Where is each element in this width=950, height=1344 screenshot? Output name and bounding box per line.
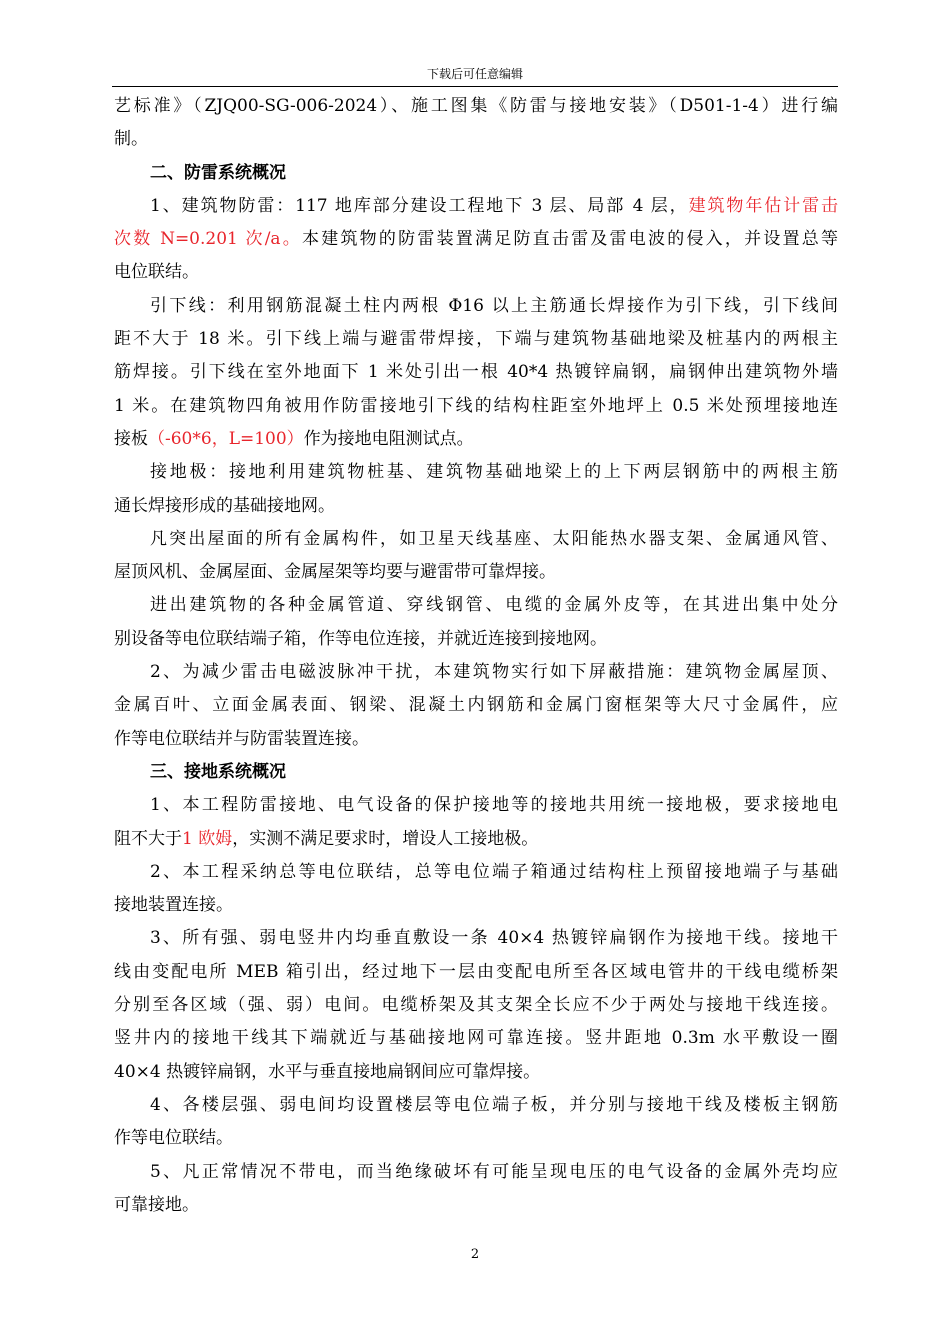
text-line <box>114 689 838 722</box>
text-line <box>114 1056 838 1089</box>
text-line <box>114 356 838 389</box>
text-segment: 作等电位联结。 <box>114 1128 233 1149</box>
text-line <box>114 256 838 289</box>
text-line <box>114 323 838 356</box>
text-segment: 1 米。在建筑物四角被用作防雷接地引下线的结构柱距室外地坪上 0.5 米处预埋接地连 <box>114 395 838 416</box>
text-segment: 电位联结。 <box>114 262 199 283</box>
text-line <box>114 856 838 889</box>
text-segment: 线由变配电所 MEB 箱引出，经过地下一层由变配电所至各区域电管井的干线电缆桥架 <box>114 961 838 982</box>
text-segment: 阻不大于 <box>114 828 182 849</box>
page-number: 2 <box>470 1247 480 1262</box>
text-segment: 40×4 热镀锌扁钢，水平与垂直接地扁钢间应可靠焊接。 <box>114 1061 541 1082</box>
text-segment: 制。 <box>114 129 148 150</box>
text-line <box>114 90 838 123</box>
text-line <box>114 423 838 456</box>
section-heading <box>114 157 838 190</box>
text-segment: ，实测不满足要求时，增设人工接地极。 <box>232 828 539 849</box>
text-line <box>114 723 838 756</box>
text-segment: 竖井内的接地干线其下端就近与基础接地网可靠连接。竖井距地 0.3m 水平敷设一圈 <box>114 1028 838 1049</box>
text-line <box>114 1189 838 1222</box>
text-segment: 分别至各区域（强、弱）电间。电缆桥架及其支架全长应不少于两处与接地干线连接。 <box>114 995 838 1016</box>
text-segment: 接地装置连接。 <box>114 895 233 916</box>
text-line <box>114 390 838 423</box>
text-line <box>114 956 838 989</box>
section-heading <box>114 756 838 789</box>
text-segment: 1、建筑物防雷：117 地库部分建设工程地下 3 层、局部 4 层， <box>150 195 689 216</box>
text-segment: 作为接地电阻测试点。 <box>303 428 474 449</box>
text-segment: 2、本工程采纳总等电位联结，总等电位端子箱通过结构柱上预留接地端子与基础 <box>150 861 838 882</box>
text-line <box>114 656 838 689</box>
text-segment: 凡突出屋面的所有金属构件，如卫星天线基座、太阳能热水器支架、金属通风管、 <box>150 528 838 549</box>
highlighted-text: （-60*6，L=100） <box>148 428 304 449</box>
header-divider <box>112 86 838 87</box>
text-line <box>114 1089 838 1122</box>
text-segment: 通长焊接形成的基础接地网。 <box>114 495 335 516</box>
text-segment: 进出建筑物的各种金属管道、穿线钢管、电缆的金属外皮等，在其进出集中处分 <box>150 595 838 616</box>
text-segment: 别设备等电位联结端子箱，作等电位连接，并就近连接到接地网。 <box>114 628 607 649</box>
text-line <box>114 490 838 523</box>
text-segment: 4、各楼层强、弱电间均设置楼层等电位端子板，并分别与接地干线及楼板主钢筋 <box>150 1094 838 1115</box>
text-line <box>114 1022 838 1055</box>
text-line <box>114 523 838 556</box>
text-line <box>114 456 838 489</box>
text-segment: 引下线：利用钢筋混凝土柱内两根 Φ16 以上主筋通长焊接作为引下线，引下线间 <box>150 295 838 316</box>
text-line <box>114 290 838 323</box>
highlighted-text: 1 欧姆 <box>182 828 233 849</box>
text-segment: 屋顶风机、金属屋面、金属屋架等均要与避雷带可靠焊接。 <box>114 562 556 583</box>
text-line <box>114 889 838 922</box>
text-line <box>114 789 838 822</box>
text-line <box>114 556 838 589</box>
text-segment: 作等电位联结并与防雷装置连接。 <box>114 728 369 749</box>
highlighted-text: 建筑物年估计雷击 <box>688 195 838 216</box>
text-segment: 艺标准》（ZJQ00-SG-006-2024）、施工图集《防雷与接地安装》（D501-1-4）进行编 <box>114 96 838 116</box>
text-segment: 距不大于 18 米。引下线上端与避雷带焊接，下端与建筑物基础地梁及桩基内的两根主 <box>114 329 838 350</box>
text-segment: 1、本工程防雷接地、电气设备的保护接地等的接地共用统一接地极，要求接地电 <box>150 795 838 816</box>
text-segment: 二、防雷系统概况 <box>150 162 286 183</box>
text-line <box>114 1122 838 1155</box>
text-line <box>114 223 838 256</box>
document-body <box>114 90 838 1222</box>
text-line <box>114 123 838 156</box>
text-line <box>114 623 838 656</box>
text-line <box>114 989 838 1022</box>
text-segment: 5、凡正常情况不带电，而当绝缘破坏有可能呈现电压的电气设备的金属外壳均应 <box>150 1161 838 1182</box>
text-segment: 3、所有强、弱电竖井内均垂直敷设一条 40×4 热镀锌扁钢作为接地干线。接地干 <box>150 928 838 949</box>
page-header: 下载后可任意编辑 <box>426 67 523 81</box>
text-segment: 接板 <box>114 428 148 449</box>
text-line <box>114 823 838 856</box>
text-segment: 2、为减少雷击电磁波脉冲干扰，本建筑物实行如下屏蔽措施：建筑物金属屋顶、 <box>150 662 838 683</box>
text-line <box>114 190 838 223</box>
text-line <box>114 922 838 955</box>
text-line <box>114 589 838 622</box>
text-segment: 三、接地系统概况 <box>150 761 286 782</box>
text-segment: 本建筑物的防雷装置满足防直击雷及雷电波的侵入，并设置总等 <box>302 229 838 250</box>
highlighted-text: 次数 N=0.201 次/a。 <box>114 229 303 250</box>
text-segment: 接地极：接地利用建筑物桩基、建筑物基础地梁上的上下两层钢筋中的两根主筋 <box>150 462 838 483</box>
text-segment: 可靠接地。 <box>114 1194 199 1215</box>
text-segment: 筋焊接。引下线在室外地面下 1 米处引出一根 40*4 热镀锌扁钢，扁钢伸出建筑物外墙 <box>114 362 838 383</box>
text-segment: 金属百叶、立面金属表面、钢梁、混凝土内钢筋和金属门窗框架等大尺寸金属件，应 <box>114 695 838 716</box>
text-line <box>114 1156 838 1189</box>
